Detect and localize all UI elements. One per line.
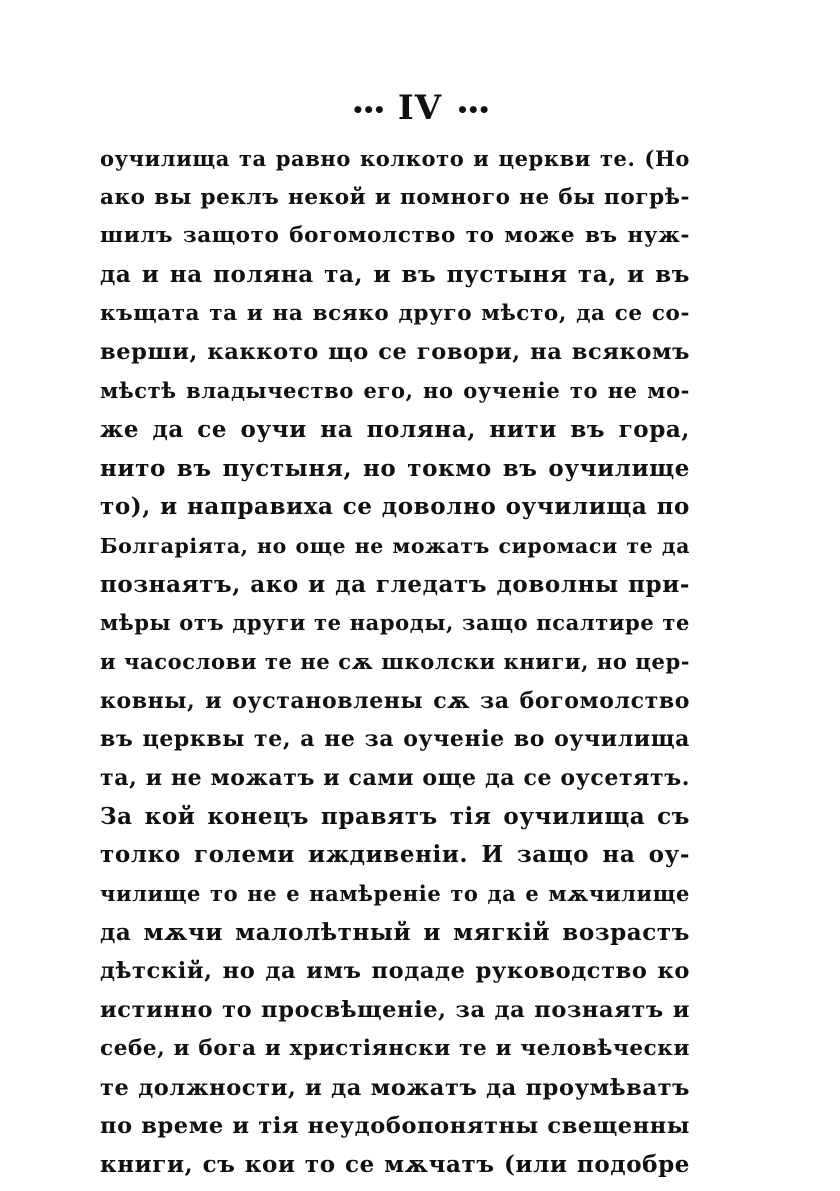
text-line: шилъ защото богомолство то може въ нуж- (100, 223, 690, 249)
text-line: истинно то просвѣщеніе, за да познаятъ и (100, 997, 690, 1024)
text-line: къщата та и на всяко друго мѣсто, да се со- (100, 300, 690, 326)
text-line: та, и не можатъ и сами още да се оусетятъ. (100, 765, 690, 791)
text-line: въ церквы те, а не за оученіе во оучилища (100, 726, 690, 753)
text-line: себе, и бога и христіянски те и человѣчески (100, 1035, 690, 1061)
text-line: ковны, и оустановлены сѫ за богомолство (100, 687, 690, 714)
text-line: те должности, и да можатъ да проумѣватъ (100, 1074, 690, 1101)
page-number: IV (397, 88, 443, 128)
text-line: дѣтскій, но да имъ подаде руководство ко (100, 958, 690, 985)
text-line: и часослови те не сѫ школски книги, но цер- (100, 648, 690, 674)
body-text (100, 140, 690, 1185)
text-line: верши, каккото що се говори, на всякомъ (100, 339, 690, 366)
text-line: да мѫчи малолѣтный и мягкій возрастъ (100, 918, 690, 946)
left-ornament: ••• (351, 98, 384, 122)
text-line: познаятъ, ако и да гледатъ доволны при- (100, 570, 690, 598)
text-line: по време и тія неудобопонятны свещенны (100, 1113, 690, 1140)
text-line: мѣстѣ владычество его, но оученіе то не мо- (100, 378, 690, 404)
text-line: то), и направиха се доволно оучилища по (100, 493, 690, 521)
right-ornament: ••• (456, 98, 489, 122)
text-line: оучилища та равно колкото и церкви те. (Но (100, 146, 690, 171)
text-line: чилище то не е намѣреніе то да е мѫчилище (100, 881, 690, 907)
text-line: толко големи иждивеніи. И защо на оу- (100, 841, 690, 869)
text-line: да и на поляна та, и въ пустыня та, и въ (100, 261, 690, 289)
text-line: ако вы реклъ некой и помного не бы погрѣ- (100, 184, 690, 210)
text-line: же да се оучи на поляна, нити въ гора, (100, 415, 690, 443)
text-line: нито въ пустыня, но токмо въ оучилище (100, 454, 690, 482)
text-line: мѣры отъ други те народы, защо псалтире те (100, 610, 690, 636)
page-header (0, 88, 840, 128)
text-line: Болгаріята, но още не можатъ сиромаси те да (100, 533, 690, 558)
text-line: За кой конецъ правятъ тія оучилища съ (100, 802, 690, 830)
text-line: книги, съ кои то се мѫчатъ (или подобре (100, 1150, 690, 1178)
